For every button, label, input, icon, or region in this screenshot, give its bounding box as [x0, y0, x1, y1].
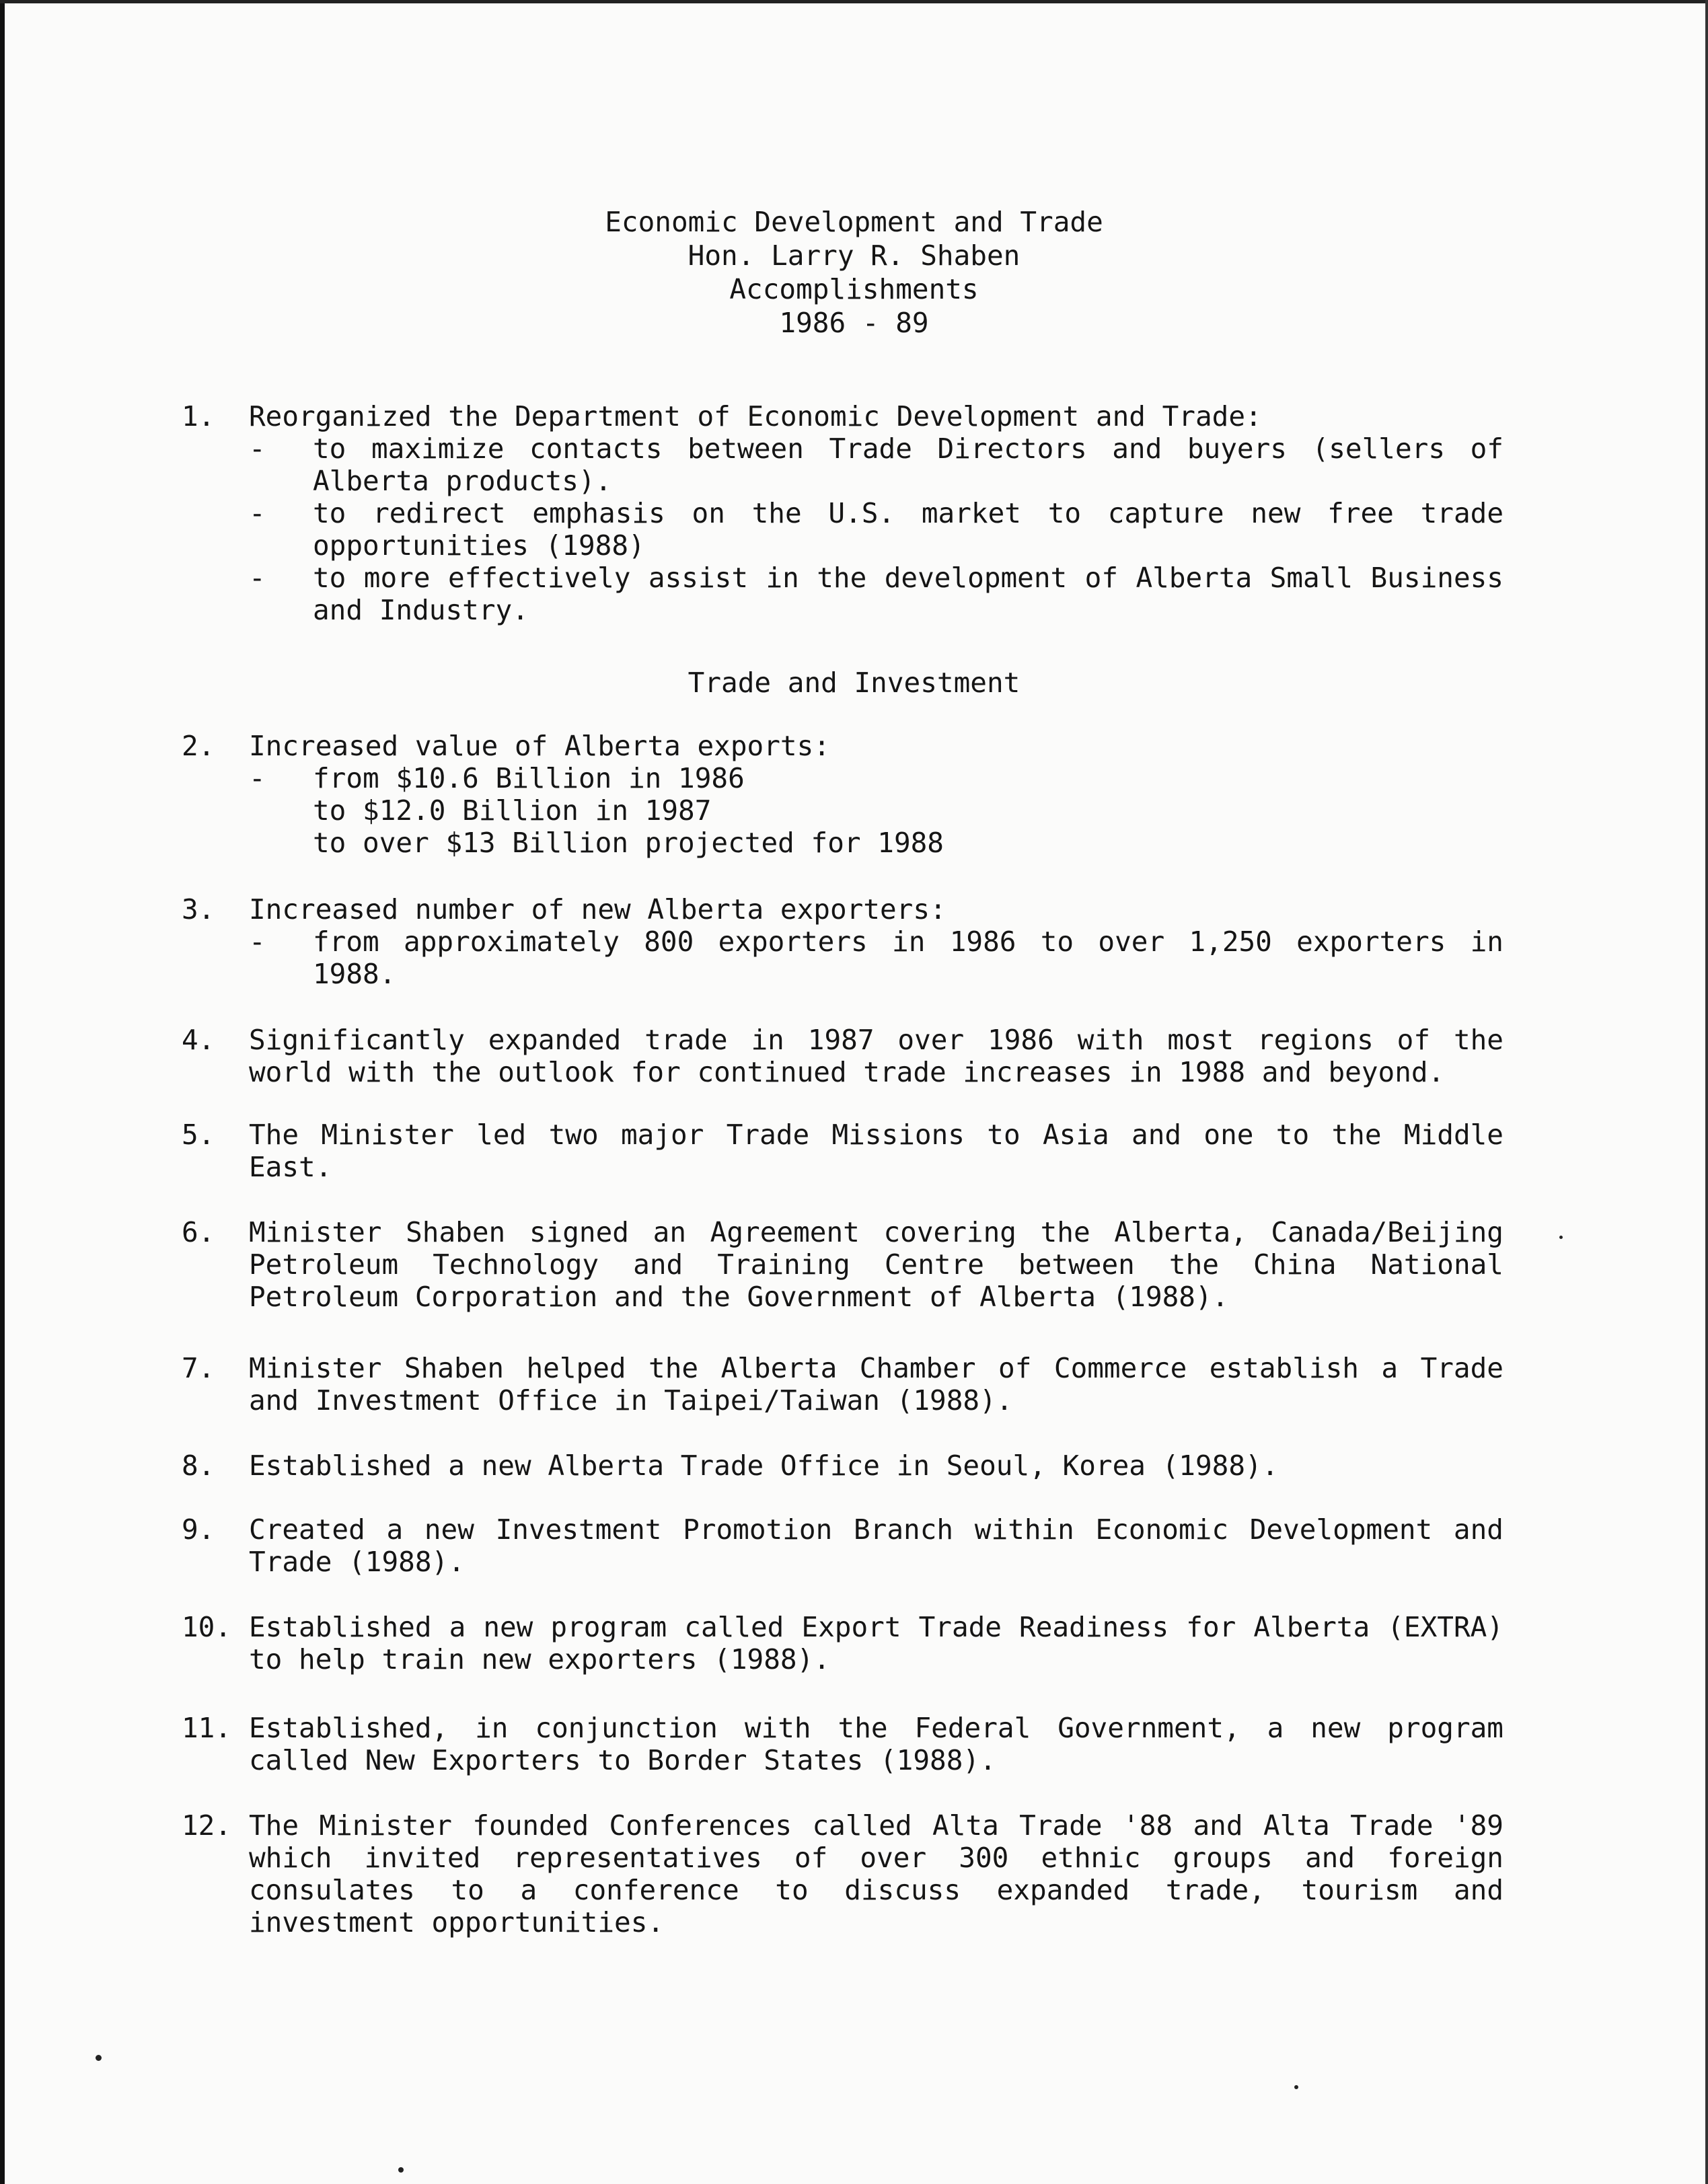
list-item-1 — [182, 400, 1503, 626]
bullet-text: to maximize contacts between Trade Directors and buyers (sellers of Alberta products). — [313, 432, 1503, 497]
list-item-10 — [182, 1611, 1503, 1675]
item-number: 9. — [182, 1513, 215, 1546]
list-item-3 — [182, 893, 1503, 990]
list-item-8 — [182, 1449, 1503, 1482]
header-years: 1986 - 89 — [779, 307, 929, 339]
bullet — [249, 562, 1503, 626]
list-item-5 — [182, 1119, 1503, 1183]
dash-marker: - — [249, 762, 266, 794]
document-header — [0, 205, 1708, 340]
bullet — [249, 497, 1503, 562]
bullet-text: to redirect emphasis on the U.S. market to capture new free trade opportunities (1988) — [313, 497, 1503, 562]
scan-top-edge — [0, 0, 1708, 3]
item-number: 2. — [182, 730, 215, 762]
list-item-9 — [182, 1513, 1503, 1578]
scan-speck — [96, 2055, 102, 2061]
item-text: Significantly expanded trade in 1987 over 1986 with most regions of the world with the outlook for continued trade increases in 1988 and beyond. — [249, 1024, 1503, 1088]
bullet — [249, 762, 1503, 859]
list-item-6 — [182, 1216, 1503, 1313]
item-text: The Minister led two major Trade Missions to Asia and one to the Middle East. — [249, 1119, 1503, 1183]
item-number: 5. — [182, 1119, 215, 1151]
header-department: Economic Development and Trade — [605, 206, 1103, 238]
header-subtitle: Accomplishments — [729, 273, 979, 305]
item-text: Minister Shaben helped the Alberta Chamber of Commerce establish a Trade and Investment Office in Taipei/Taiwan (1988). — [249, 1352, 1503, 1417]
item-text: Minister Shaben signed an Agreement covering the Alberta, Canada/Beijing Petroleum Technology and Training Centre between the China National Petroleum Corporation and the Government of Alberta (1988). — [249, 1216, 1503, 1313]
bullet-text: from approximately 800 exporters in 1986 to over 1,250 exporters in 1988. — [313, 926, 1503, 990]
item-text: Established a new program called Export Trade Readiness for Alberta (EXTRA) to help train new exporters (1988). — [249, 1611, 1503, 1675]
item-number: 3. — [182, 893, 215, 926]
item-number: 1. — [182, 400, 215, 432]
bullet — [249, 432, 1503, 497]
bullet — [249, 926, 1503, 990]
scan-speck — [1559, 1236, 1563, 1239]
item-number: 7. — [182, 1352, 215, 1384]
list-item-12 — [182, 1809, 1503, 1938]
list-item-4 — [182, 1024, 1503, 1088]
item-number: 11. — [182, 1712, 232, 1744]
section-heading: Trade and Investment — [688, 667, 1020, 699]
item-text: Created a new Investment Promotion Branch within Economic Development and Trade (1988). — [249, 1513, 1503, 1578]
dash-marker: - — [249, 562, 266, 594]
dash-marker: - — [249, 432, 266, 465]
item-text: Established, in conjunction with the Federal Government, a new program called New Exporters to Border States (1988). — [249, 1712, 1503, 1776]
scan-speck — [1294, 2085, 1298, 2089]
dash-marker: - — [249, 497, 266, 529]
bullet-text: to more effectively assist in the development of Alberta Small Business and Industry. — [313, 562, 1503, 626]
item-number: 4. — [182, 1024, 215, 1056]
bullet-text: from $10.6 Billion in 1986 — [313, 762, 745, 794]
item-number: 10. — [182, 1611, 232, 1643]
header-minister: Hon. Larry R. Shaben — [688, 239, 1020, 272]
list-item-7 — [182, 1352, 1503, 1417]
item-text: Established a new Alberta Trade Office in Seoul, Korea (1988). — [249, 1449, 1279, 1482]
item-number: 6. — [182, 1216, 215, 1248]
item-number: 12. — [182, 1809, 232, 1842]
bullet-text: to $12.0 Billion in 1987 — [313, 794, 712, 827]
item-text: Reorganized the Department of Economic Development and Trade: — [249, 400, 1262, 432]
item-number: 8. — [182, 1449, 215, 1482]
item-text: Increased number of new Alberta exporters: — [249, 893, 946, 926]
bullet-text: to over $13 Billion projected for 1988 — [313, 827, 944, 859]
item-text: Increased value of Alberta exports: — [249, 730, 830, 762]
list-item-2 — [182, 730, 1503, 859]
dash-marker: - — [249, 926, 266, 958]
scan-speck — [398, 2167, 404, 2173]
list-item-11 — [182, 1712, 1503, 1776]
item-text: The Minister founded Conferences called Alta Trade '88 and Alta Trade '89 which invited representatives of over 300 ethnic groups and foreign consulates to a conference to discuss expanded trade, tourism and investment opportunities. — [249, 1809, 1503, 1938]
